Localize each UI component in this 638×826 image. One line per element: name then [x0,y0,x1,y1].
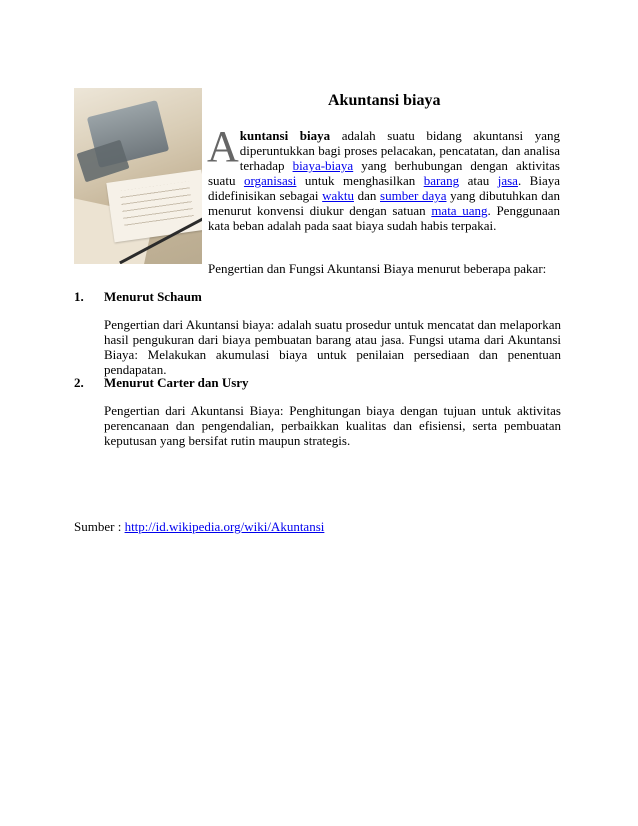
experts-subtitle: Pengertian dan Fungsi Akuntansi Biaya menurut beberapa pakar: [208,261,547,276]
link-barang[interactable]: barang [423,173,460,188]
source-link[interactable]: http://id.wikipedia.org/wiki/Akuntansi [124,519,325,534]
intro-text: untuk menghasilkan [296,173,424,188]
source-line [74,519,324,535]
intro-text: . Biaya didefinisikan sebagai [208,173,560,203]
intro-text: atau [459,173,498,188]
accounting-photo [74,88,202,264]
drop-cap: A [207,122,239,171]
link-mata-uang[interactable]: mata uang [431,203,488,218]
link-organisasi[interactable]: organisasi [243,173,297,188]
link-sumber-daya[interactable]: sumber daya [380,188,447,203]
section-heading-schaum: Menurut Schaum [104,289,202,304]
intro-text: yang berhubungan dengan aktivitas suatu [208,158,560,188]
link-jasa[interactable]: jasa [497,173,518,188]
intro-text: . Penggunaan kata beban adalah pada saat biaya sudah habis terpakai. [208,203,560,233]
intro-paragraph [207,122,561,233]
section-number: 2. [74,375,84,390]
intro-text: adalah suatu bidang akuntansi yang diperuntukkan bagi proses pelacakan, pencatatan, dan analisa terhadap [239,128,561,173]
section-body-schaum: Pengertian dari Akuntansi biaya: adalah suatu prosedur untuk mencatat dan melaporkan hasil pengukuran dari biaya pembuatan barang atau jasa. Fungsi utama dari Akuntansi Biaya: Melakukan akumulasi biaya untuk penilaian persediaan dan penentuan pendapatan. [104,317,561,377]
section-number: 1. [74,289,84,304]
section-body-carter-usry: Pengertian dari Akuntansi Biaya: Penghitungan biaya dengan tujuan untuk aktivitas perencanaan dan pengendalian, perbaikkan kualitas dan efisiensi, serta pembuatan keputusan yang bersifat rutin maupun strategis. [104,403,561,448]
source-label: Sumber : [74,519,125,534]
section-heading-carter-usry: Menurut Carter dan Usry [104,375,249,390]
page-title: Akuntansi biaya [328,92,441,109]
link-waktu[interactable]: waktu [322,188,354,203]
intro-text: yang dibutuhkan dan menurut konvensi diukur dengan satuan [208,188,560,218]
intro-text: dan [353,188,381,203]
intro-lead: kuntansi biaya [239,128,331,143]
link-biaya-biaya[interactable]: biaya-biaya [292,158,354,173]
